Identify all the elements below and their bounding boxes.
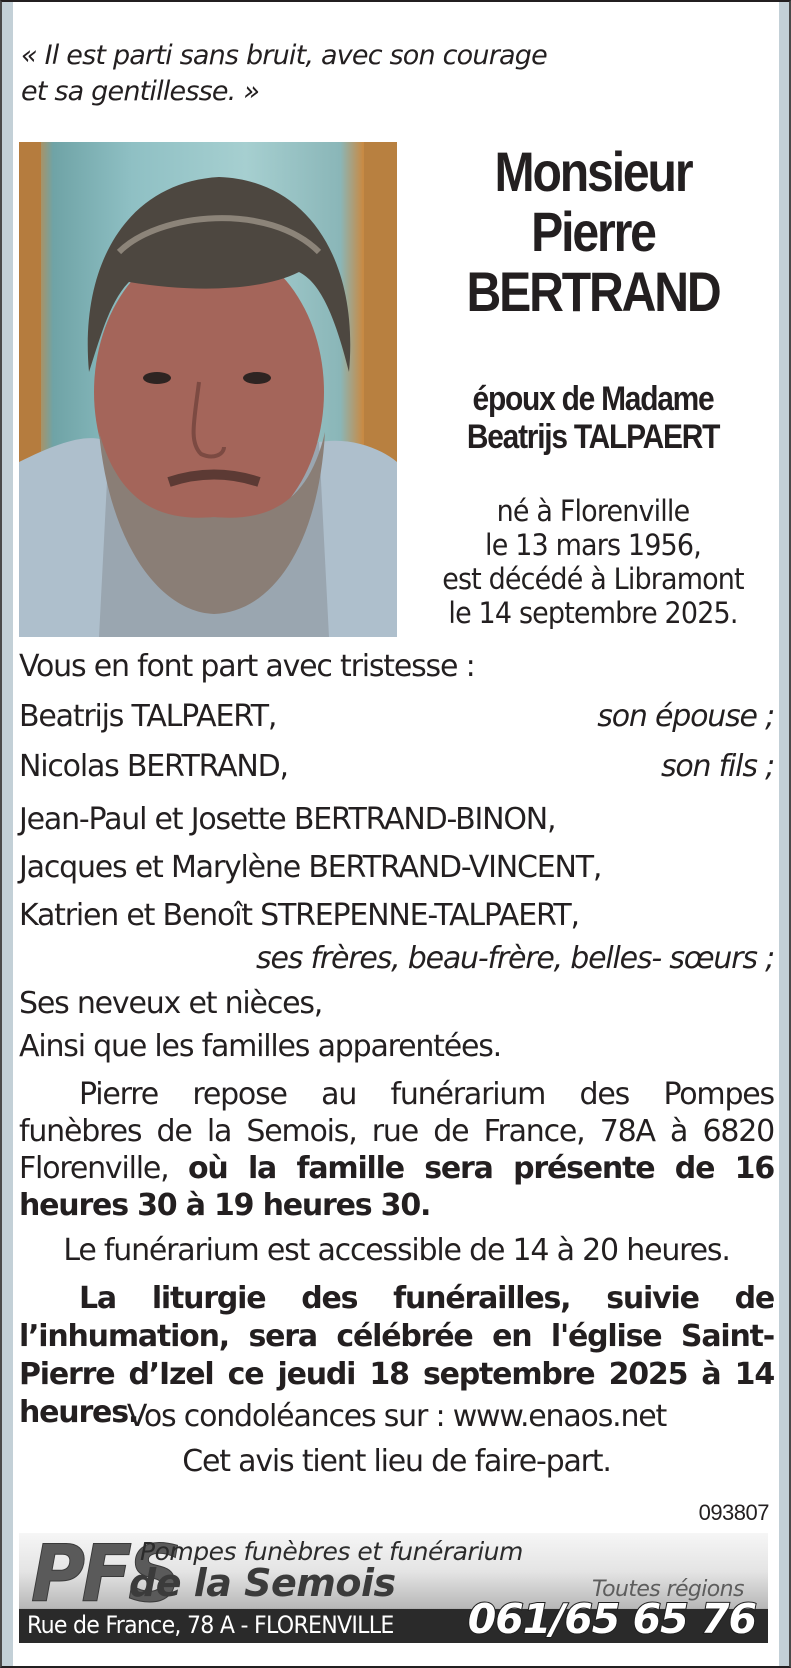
family-member-name: Nicolas BERTRAND, [19, 749, 288, 784]
birth-date: le 13 mars 1956, [485, 528, 701, 562]
portrait-photo [19, 142, 397, 637]
deceased-title: Monsieur [494, 140, 692, 203]
family-member-role: son fils ; [660, 749, 774, 784]
sibling-1: Jean-Paul et Josette BERTRAND-BINON, [19, 802, 556, 837]
deceased-first-name: Pierre [531, 200, 655, 263]
pfs-logo: PFS [30, 1533, 178, 1620]
funeral-home-phone[interactable]: 061/65 65 76 [467, 1595, 756, 1643]
sibling-2: Jacques et Marylène BERTRAND-VINCENT, [19, 850, 602, 885]
sibling-3: Katrien et Benoît STREPENNE-TALPAERT, [19, 898, 579, 933]
quote-line-2: et sa gentillesse. » [21, 76, 260, 107]
portrait-image-icon [19, 142, 397, 637]
nephews-nieces: Ses neveux et nièces, [19, 986, 323, 1021]
family-intro: Vous en font part avec tristesse : [19, 649, 475, 684]
service-regions: Toutes régions [592, 1577, 744, 1602]
deceased-last-name: BERTRAND [466, 260, 720, 323]
funeral-home-address: Rue de France, 78 A - FLORENVILLE [27, 1611, 394, 1639]
family-member-role: son épouse ; [597, 699, 774, 734]
birth-place: né à Florenville [496, 494, 690, 528]
quote-line-1: « Il est parti sans bruit, avec son courage [21, 40, 547, 71]
reference-number: 093807 [698, 1500, 769, 1525]
related-families: Ainsi que les familles apparentées. [19, 1029, 502, 1064]
spouse-line-2: Beatrijs TALPAERT [466, 418, 720, 456]
epitaph-quote [21, 38, 547, 110]
notice-statement: Cet avis tient lieu de faire-part. [182, 1444, 611, 1479]
funerarium-access: Le funérarium est accessible de 14 à 20 heures. [63, 1233, 730, 1268]
funeral-home-banner [19, 1533, 768, 1643]
dates-block [413, 494, 773, 630]
deceased-name-block [413, 142, 773, 322]
family-member-name: Beatrijs TALPAERT, [19, 699, 277, 734]
family-entry-spouse [19, 700, 774, 734]
obituary-notice [13, 2, 779, 1666]
viewing-paragraph [19, 1076, 774, 1224]
funeral-home-name: de la Semois [129, 1561, 396, 1605]
death-date: le 14 septembre 2025. [448, 596, 738, 630]
funeral-paragraph: La liturgie des funérailles, suivie de l’inhumation, sera célébrée en l'église Saint-Pierre d’Izel ce jeudi 18 septembre 2025 à 14 heures. [19, 1281, 774, 1430]
viewing-text: Pierre repose au funérarium des Pompes funèbres de la Semois, rue de France, 78A à 6820 Florenville, [19, 1077, 774, 1186]
death-place: est décédé à Libramont [442, 562, 744, 596]
funeral-home-tagline: Pompes funèbres et funérarium [140, 1537, 523, 1566]
viewing-hours: où la famille sera présente de 16 heures 30 à 19 heures 30. [19, 1151, 774, 1223]
siblings-role: ses frères, beau-frère, belles- sœurs ; [256, 941, 774, 976]
spouse-line-1: époux de Madame [472, 380, 714, 418]
spouse-block [413, 380, 773, 456]
family-entry-son [19, 750, 774, 784]
condolences-link[interactable]: Vos condoléances sur : www.enaos.net [126, 1399, 667, 1434]
